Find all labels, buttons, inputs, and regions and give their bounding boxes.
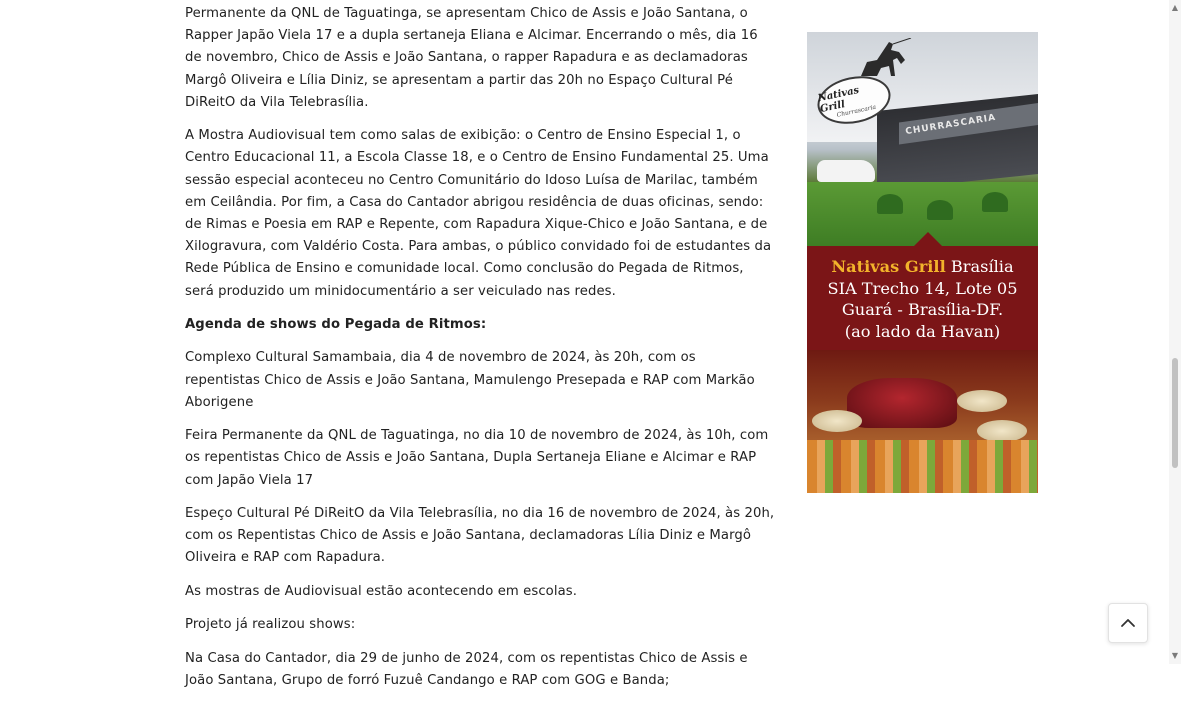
agenda-item: Feira Permanente da QNL de Taguatinga, no dia 10 de novembro de 2024, às 10h, com os repentistas Chico de Assis e João Santana, Dupla Sertaneja Eliane e Alcimar e RAP com Japão Viela 17 xyxy=(185,428,769,488)
scrollbar-thumb[interactable] xyxy=(1172,358,1178,468)
back-to-top-button[interactable] xyxy=(1108,603,1148,643)
triangle-up-icon[interactable]: ▲ xyxy=(1171,3,1179,12)
agenda-heading: Agenda de shows do Pegada de Ritmos: xyxy=(185,317,487,333)
article-paragraph: Permanente da QNL de Taguatinga, se apresentam Chico de Assis e João Santana, o Rapper Japão Viela 17 e a dupla sertaneja Eliana e Alcimar. Encerrando o mês, dia 16 de novembro, Chico de Assis e João Santana, o rapper Rapadura e as declamadoras Margô Oliveira e Lília Diniz, se apresentam a partir das 20h no Espaço Cultural Pé DiReitO da Vila Telebrasília. xyxy=(185,6,758,110)
ad-address-line: (ao lado da Havan) xyxy=(844,321,1001,341)
agenda-item: Espeço Cultural Pé DiReitO da Vila Telebrasília, no dia 16 de novembro de 2024, às 20h, com os Repentistas Chico de Assis e João Santana, declamadoras Lília Diniz e Margô Oliveira e RAP com Rapadura. xyxy=(185,506,775,566)
article-paragraph: A Mostra Audiovisual tem como salas de exibição: o Centro de Ensino Especial 1, o Centro Educacional 11, a Escola Classe 18, e o Centro de Ensino Fundamental 25. Uma sessão especial aconteceu no Centro Comunitário do Idoso Luísa de Marilac, também em Ceilândia. Por fim, a Casa do Cantador abrigou residência de duas oficinas, sendo: de Rimas e Poesia em RAP e Repente, com Rapadura Xique-Chico e João Santana, e de Xilogravura, com Valdério Costa. Para ambas, o público convidado foi de estudantes da Rede Pública de Ensino e comunidade local. Como conclusão do Pegada de Ritmos, será produzido um minidocumentário a ser veiculado nas redes. xyxy=(185,128,772,299)
past-shows-intro: Projeto já realizou shows: xyxy=(185,617,356,633)
car-image xyxy=(817,160,875,182)
triangle-down-icon[interactable]: ▼ xyxy=(1171,651,1179,660)
cowboy-silhouette-icon xyxy=(853,38,913,78)
ad-buffet-photo xyxy=(807,350,1038,493)
ad-city: Brasília xyxy=(945,257,1014,276)
ad-building-sign: CHURRASCARIA xyxy=(904,112,997,138)
ad-address-line: SIA Trecho 14, Lote 05 xyxy=(827,278,1018,298)
ad-restaurant-photo xyxy=(807,32,1038,246)
ad-address-line: Guará - Brasília-DF. xyxy=(841,300,1004,319)
audiovisual-note: As mostras de Audiovisual estão acontecendo em escolas. xyxy=(185,583,578,599)
advertisement-banner[interactable] xyxy=(807,32,1038,493)
chevron-up-icon xyxy=(1120,615,1136,631)
agenda-item: Complexo Cultural Samambaia, dia 4 de novembro de 2024, às 20h, com os repentistas Chico de Assis e João Santana, Mamulengo Presepada e RAP com Markão Aborigene xyxy=(185,350,755,410)
page-scrollbar[interactable] xyxy=(1169,0,1181,664)
ad-info-band xyxy=(807,246,1038,350)
article-body xyxy=(185,3,775,703)
past-show-item: Na Casa do Cantador, dia 29 de junho de 2024, com os repentistas Chico de Assis e João Santana, Grupo de forró Fuzuê Candango e RAP com GOG e Banda; xyxy=(185,650,748,688)
ad-brand: Nativas Grill xyxy=(831,257,946,276)
ad-logo: Nativas Grill Churrascaria xyxy=(813,70,895,130)
